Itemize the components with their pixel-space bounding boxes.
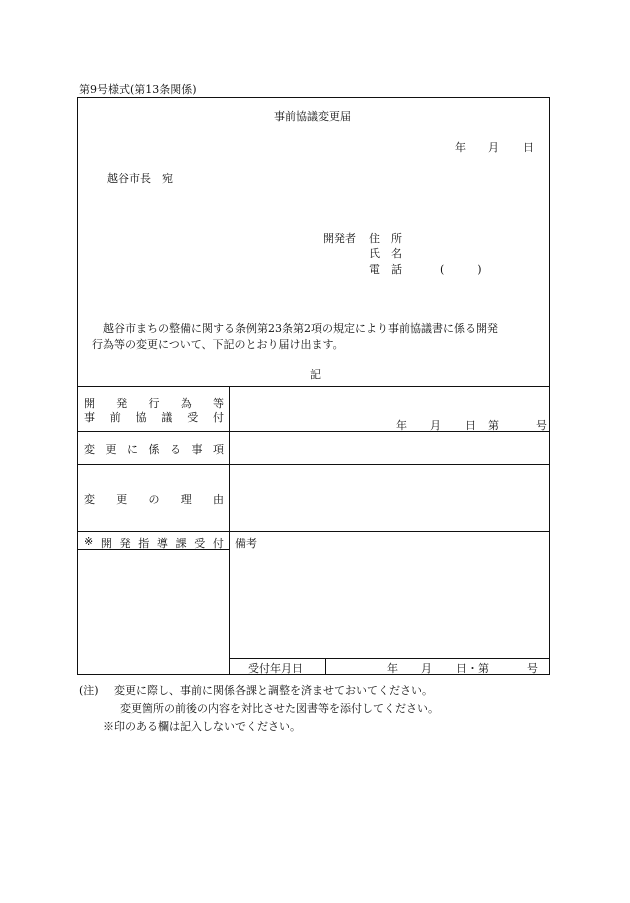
note-line2: 変更箇所の前後の内容を対比させた図書等を添付してください。 xyxy=(120,702,439,715)
received-go: 号 xyxy=(527,662,538,675)
ki-mark: 記 xyxy=(310,368,321,381)
date-year: 年 xyxy=(455,141,466,154)
row1-label-line2: 事 前 協 議 受 付 xyxy=(84,411,224,424)
received-date-line xyxy=(229,658,550,659)
table-column-divider xyxy=(229,386,230,675)
table-top-line xyxy=(77,386,550,387)
applicant-role: 開発者 xyxy=(323,232,356,245)
row2-label: 変 更 に 係 る 事 項 xyxy=(84,443,224,456)
form-title: 事前協議変更届 xyxy=(274,110,351,123)
date-day: 日 xyxy=(523,141,534,154)
note-line3: ※印のある欄は記入しないでください。 xyxy=(103,720,301,733)
row1-day: 日 xyxy=(465,419,476,432)
received-day-dai: 日・第 xyxy=(456,662,489,675)
row1-month: 月 xyxy=(430,419,441,432)
phone-parentheses: ( ) xyxy=(440,263,482,276)
received-month: 月 xyxy=(421,662,432,675)
phone-label: 電 話 xyxy=(369,263,402,276)
remarks-label: 備考 xyxy=(235,537,257,550)
date-month: 月 xyxy=(488,141,499,154)
table-line-1 xyxy=(77,431,550,432)
name-label: 氏 名 xyxy=(369,247,402,260)
row3-label: 変 更 の 理 由 xyxy=(84,493,224,506)
row1-year: 年 xyxy=(396,419,407,432)
table-line-3 xyxy=(77,531,550,532)
reception-label: ※ 開 発 指 導 課 受 付 xyxy=(84,535,224,550)
body-text-line2: 行為等の変更について、下記のとおり届け出ます。 xyxy=(92,338,344,351)
row1-go: 号 xyxy=(536,419,547,432)
body-text-line1: 越谷市まちの整備に関する条例第23条第2項の規定により事前協議書に係る開発 xyxy=(103,322,498,335)
notes-prefix: (注) xyxy=(79,684,99,697)
table-line-2 xyxy=(77,464,550,465)
addressee: 越谷市長 宛 xyxy=(107,172,173,185)
received-year: 年 xyxy=(387,662,398,675)
received-date-label: 受付年月日 xyxy=(248,662,303,675)
address-label: 住 所 xyxy=(369,232,402,245)
row1-label-line1: 開 発 行 為 等 xyxy=(84,397,224,410)
note-line1: 変更に際し、事前に関係各課と調整を済ませておいてください。 xyxy=(114,684,433,697)
received-date-divider xyxy=(325,658,326,675)
form-number: 第9号様式(第13条関係) xyxy=(79,83,197,96)
row1-dai: 第 xyxy=(488,419,499,432)
